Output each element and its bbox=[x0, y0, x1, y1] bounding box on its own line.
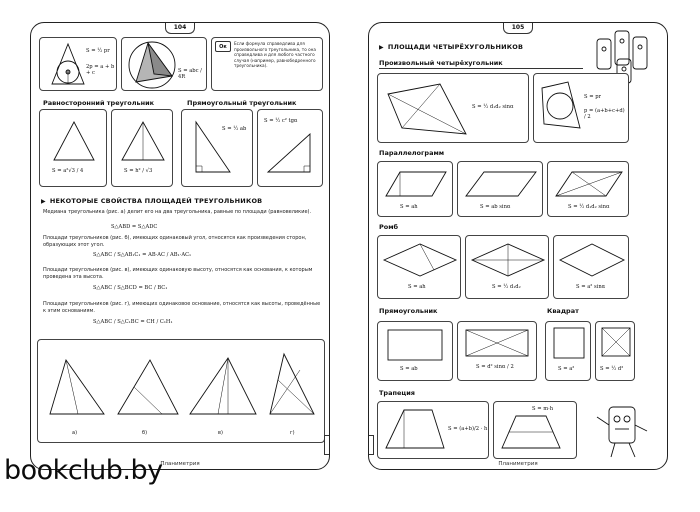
property-2: Площади треугольников (рис. б), имеющих одинаковый угол, относятся как произведения сторон, образующих этот угол. bbox=[43, 235, 307, 248]
page-footer: Планиметрия bbox=[160, 461, 200, 467]
arbitrary-formula-2: S = pr bbox=[584, 94, 601, 100]
rectangle-box-1 bbox=[377, 321, 453, 381]
property-formula-1: S△ABD = S△ADC bbox=[111, 224, 158, 230]
incircle-formula: S = ½ pr bbox=[86, 48, 110, 54]
parallelogram-box-2 bbox=[457, 161, 543, 217]
circumcircle-formula: S = abc / 4R bbox=[178, 68, 202, 80]
property-formula-4: S△ABC / S△C₁BC = CH / C₁H₁ bbox=[93, 319, 173, 325]
rhombus-angle-diagram bbox=[554, 236, 630, 300]
rhombus-formula-1: S = ah bbox=[408, 284, 426, 290]
trapezoid-box-1 bbox=[377, 401, 489, 459]
left-page bbox=[30, 22, 330, 470]
equilateral-box-2 bbox=[111, 109, 173, 187]
rectangle-box-2 bbox=[457, 321, 537, 381]
arbitrary-formula-1: S = ½ d₁d₂ sinα bbox=[472, 104, 514, 110]
rhombus-diagonals-diagram bbox=[466, 236, 550, 300]
property-3: Площади треугольников (рис. в), имеющих одинаковую высоту, относятся как основания, к которым проведена эта высота. bbox=[43, 267, 313, 280]
square-box-1 bbox=[545, 321, 591, 381]
right-triangle-title: Прямоугольный треугольник bbox=[187, 99, 297, 107]
equilateral-triangle-diagram bbox=[40, 110, 108, 188]
page-tab bbox=[324, 435, 330, 455]
rhombus-box-2 bbox=[465, 235, 549, 299]
site-watermark: bookclub.by bbox=[4, 455, 163, 486]
parallelogram-box-3 bbox=[547, 161, 629, 217]
page-tab bbox=[368, 435, 374, 455]
figure-caption-v: в) bbox=[218, 430, 223, 436]
property-formula-2: S△ABC / S△AB₁C₁ = AB·AC / AB₁·AC₁ bbox=[93, 252, 192, 258]
figure-caption-g: г) bbox=[290, 430, 295, 436]
arbitrary-title: Произвольный четырёхугольник bbox=[379, 59, 503, 67]
square-title: Квадрат bbox=[547, 307, 579, 315]
quadrilaterals-title: ▶ ПЛОЩАДИ ЧЕТЫРЁХУГОЛЬНИКОВ bbox=[379, 43, 523, 51]
figure-caption-a: а) bbox=[72, 430, 78, 436]
incircle-figure-box bbox=[39, 37, 117, 91]
page-number: 105 bbox=[503, 23, 533, 34]
arbitrary-box-2 bbox=[533, 73, 629, 143]
property-1: Медиана треугольника (рис. а) делит его на два треугольника, равные по площади (равновеликие). bbox=[43, 209, 312, 215]
circumcircle-figure-box bbox=[121, 37, 207, 91]
right-formula-1: S = ½ ab bbox=[222, 126, 247, 132]
square-formula-2: S = ½ d² bbox=[600, 366, 624, 372]
arbitrary-formula-3: p = (a+b+c+d) / 2 bbox=[584, 108, 625, 120]
rhombus-box-1 bbox=[377, 235, 461, 299]
parallelogram-formula-1: S = ah bbox=[400, 204, 418, 210]
rhombus-box-3 bbox=[553, 235, 629, 299]
equilateral-box-1 bbox=[39, 109, 107, 187]
properties-figures bbox=[38, 340, 326, 444]
trapezoid-formula-1: S = (a+b)/2 · h bbox=[448, 426, 488, 432]
rectangle-diagram bbox=[378, 322, 454, 382]
property-4: Площади треугольников (рис. г), имеющих одинаковое основание, относятся как высоты, проведённые к этим основаниям. bbox=[43, 301, 321, 314]
parallelogram-box-1 bbox=[377, 161, 453, 217]
equilateral-formula-2: S = h² / √3 bbox=[124, 168, 153, 174]
right-formula-2: S = ½ c² tgα bbox=[264, 118, 298, 124]
rhombus-formula-3: S = a² sinα bbox=[576, 284, 606, 290]
note-text: Если формула справедлива для произвольного треугольника, то она справедлива и для любого частного случая (например, равнобедренного треугольника). bbox=[234, 41, 316, 69]
right-triangle-diagram bbox=[182, 110, 254, 188]
properties-figures-box bbox=[37, 339, 325, 443]
incircle-p-formula: 2p = a + b + c bbox=[86, 64, 115, 76]
rhombus-height-diagram bbox=[378, 236, 462, 300]
trapezoid-box-2 bbox=[493, 401, 577, 459]
book-character-illustration bbox=[593, 401, 653, 461]
arbitrary-box-1 bbox=[377, 73, 529, 143]
trapezoid-formula-2: S = m·h bbox=[532, 406, 554, 412]
trapezoid-title: Трапеция bbox=[379, 389, 415, 397]
square-formula-1: S = a² bbox=[558, 366, 575, 372]
parallelogram-title: Параллелограмм bbox=[379, 149, 445, 157]
equilateral-formula-1: S = a²√3 / 4 bbox=[52, 168, 84, 174]
square-diagram bbox=[546, 322, 592, 382]
section-divider bbox=[379, 68, 583, 69]
equilateral-title: Равносторонний треугольник bbox=[43, 99, 155, 107]
property-formula-3: S△ABC / S△BCD = BC / BC₁ bbox=[93, 285, 168, 291]
rectangle-diagonals-diagram bbox=[458, 322, 538, 382]
rectangle-formula-2: S = d² sinα / 2 bbox=[476, 364, 514, 370]
parallelogram-formula-3: S = ½ d₁d₂ sinα bbox=[568, 204, 610, 210]
rectangle-formula-1: S = ab bbox=[400, 366, 418, 372]
page-number: 104 bbox=[165, 23, 195, 34]
right-page bbox=[368, 22, 668, 470]
note-box bbox=[211, 37, 323, 91]
equilateral-height-diagram bbox=[112, 110, 174, 188]
right-triangle-box-1 bbox=[181, 109, 253, 187]
rectangle-title: Прямоугольник bbox=[379, 307, 438, 315]
right-triangle-box-2 bbox=[257, 109, 323, 187]
rhombus-formula-2: S = ½ d₁d₂ bbox=[492, 284, 521, 290]
note-badge: Ок bbox=[215, 41, 231, 52]
square-box-2 bbox=[595, 321, 635, 381]
parallelogram-formula-2: S = ab sinα bbox=[480, 204, 511, 210]
page-footer: Планиметрия bbox=[498, 461, 538, 467]
figure-caption-b: б) bbox=[142, 430, 148, 436]
rhombus-title: Ромб bbox=[379, 223, 399, 231]
properties-title: ▶ НЕКОТОРЫЕ СВОЙСТВА ПЛОЩАДЕЙ ТРЕУГОЛЬНИКОВ bbox=[41, 197, 262, 205]
triangle-circumcircle-diagram bbox=[122, 38, 208, 92]
square-diagonals-diagram bbox=[596, 322, 636, 382]
